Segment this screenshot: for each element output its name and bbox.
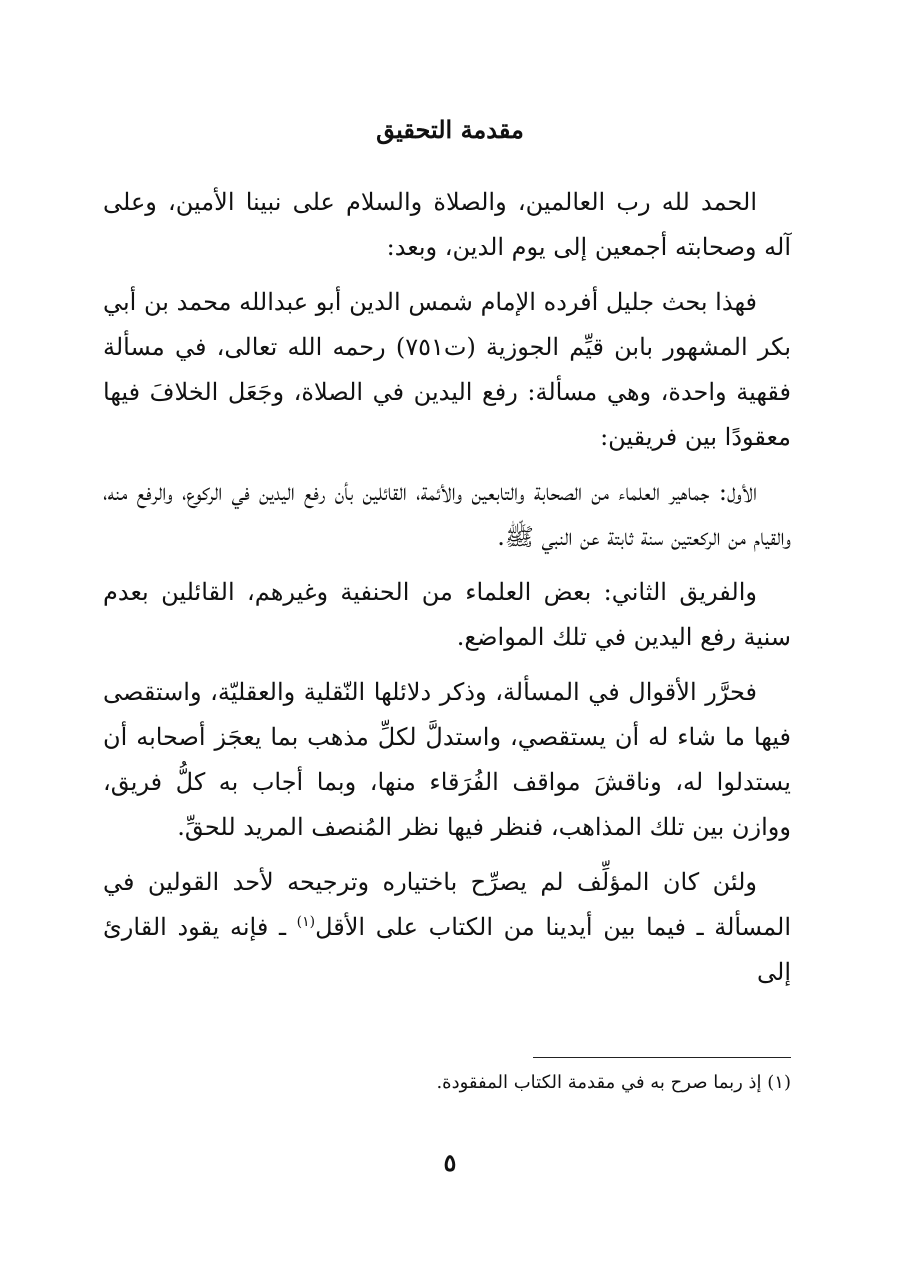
paragraph-opening: الحمد لله رب العالمين، والصلاة والسلام على نبينا الأمين، وعلى آله وصحابته أجمعين إلى يوم الدين، وبعد:	[103, 188, 791, 261]
paragraph-author-position	[103, 860, 791, 995]
body-text	[103, 180, 791, 1005]
page-title: مقدمة التحقيق	[376, 115, 524, 144]
paragraph-text-after: ـ فإنه يقود القارئ إلى	[103, 913, 791, 986]
footnote-divider	[533, 1057, 791, 1058]
paragraph-text-before: ولئن كان المؤلِّف لم يصرِّح باختياره وترجيحه لأحد القولين في المسألة ـ فيما بين أيدينا من الكتاب على الأقل	[103, 868, 792, 941]
paragraph-analysis: فحرَّر الأقوال في المسألة، وذكر دلائلها النّقلية والعقليّة، واستقصى فيها ما شاء له أن يستقصي، واستدلَّ لكلِّ مذهب بما يعجَز أصحابه أن يستدلوا له، وناقشَ مواقف الفُرَقاء منها، وبما أجاب به كلُّ فريق، ووازن بين تلك المذاهب، فنظر فيها نظر المُنصف المريد للحقِّ.	[103, 678, 791, 841]
page-number: ٥	[443, 1148, 457, 1177]
paragraph-first-group: الأول: جماهير العلماء من الصحابة والتابعين والأئمة، القائلين بأن رفع اليدين في الركوع، والرفع منه، والقيام من الركعتين سنة ثابتة عن النبي ﷺ.	[103, 478, 791, 551]
paragraph-introduction: فهذا بحث جليل أفرده الإمام شمس الدين أبو عبدالله محمد بن أبي بكر المشهور بابن قيِّم الجوزية (ت٧٥١) رحمه الله تعالى، في مسألة فقهية واحدة، وهي مسألة: رفع اليدين في الصلاة، وجَعَل الخلافَ فيها معقودًا بين فريقين:	[103, 288, 791, 451]
footnote-reference[interactable]: (١)	[296, 914, 316, 930]
paragraph-second-group: والفريق الثاني: بعض العلماء من الحنفية وغيرهم، القائلين بعدم سنية رفع اليدين في تلك المواضع.	[103, 578, 791, 651]
footnote: (١) إذ ربما صرح به في مقدمة الكتاب المفقودة.	[436, 1072, 791, 1093]
